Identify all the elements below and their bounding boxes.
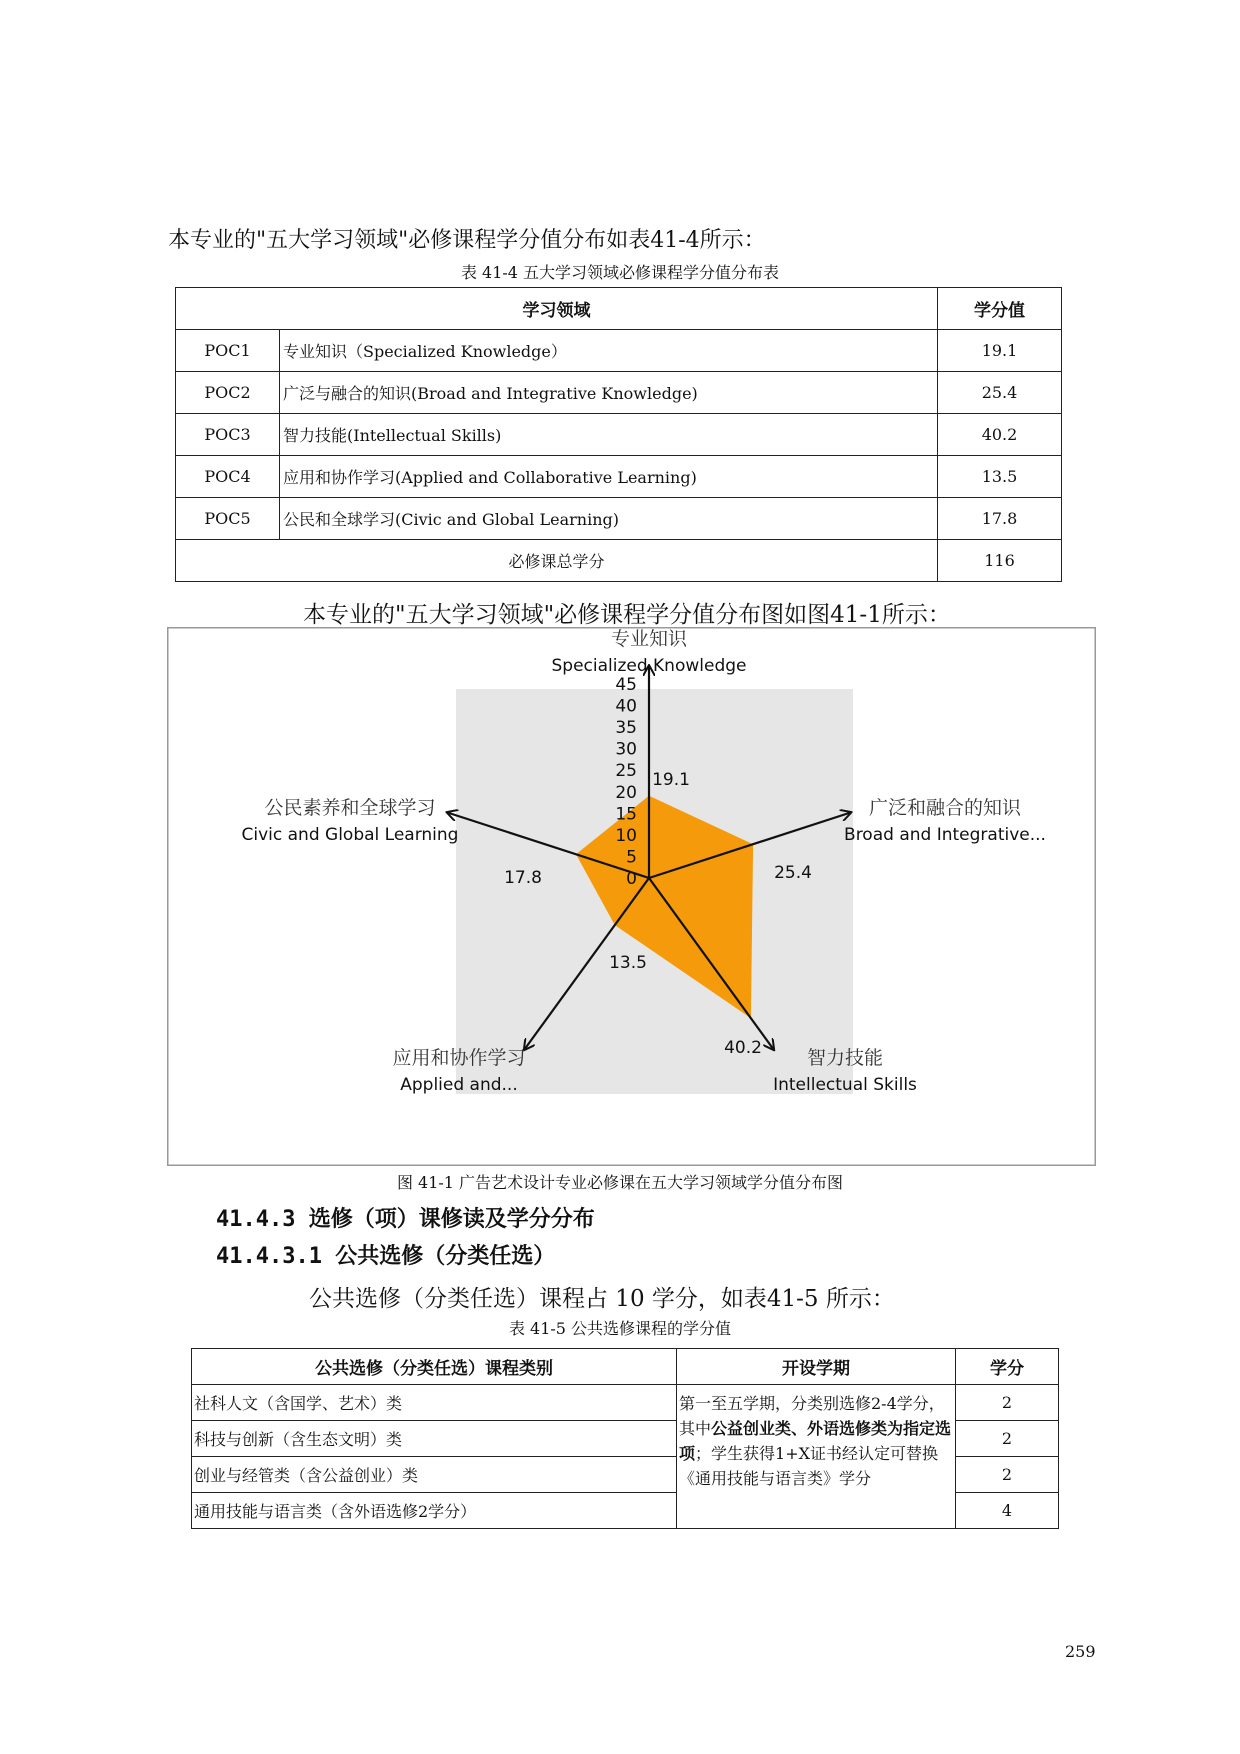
semester-text-bold: 公益创业类、外语选修类为指定选项	[679, 1419, 952, 1463]
row-domain: 广泛与融合的知识(Broad and Integrative Knowledge)	[280, 372, 938, 414]
value-label: 13.5	[609, 953, 647, 973]
row-credits: 17.8	[938, 498, 1062, 540]
tick-label: 5	[626, 847, 637, 868]
row-domain: 专业知识（Specialized Knowledge）	[280, 330, 938, 372]
value-label: 17.8	[504, 868, 542, 888]
semester-text-1: 第一至五学期，分类别选修2-4学分，其中	[679, 1394, 945, 1438]
row-domain: 应用和协作学习(Applied and Collaborative Learning)	[280, 456, 938, 498]
elective-credits-table	[191, 1348, 1059, 1529]
row-credits: 40.2	[938, 414, 1062, 456]
row-domain: 公民和全球学习(Civic and Global Learning)	[280, 498, 938, 540]
row-credits: 2	[956, 1421, 1059, 1457]
value-label: 25.4	[774, 863, 812, 883]
row-credits: 2	[956, 1457, 1059, 1493]
tick-label: 30	[615, 739, 637, 760]
axis-label-en: Specialized Knowledge	[551, 656, 747, 676]
axis-label-cn: 专业知识	[610, 628, 688, 650]
value-label: 19.1	[652, 770, 690, 790]
section-heading-2: 41.4.3.1 公共选修（分类任选）	[216, 1244, 556, 1269]
table1-caption: 表 41-4 五大学习领域必修课程学分值分布表	[460, 263, 780, 282]
table-row	[176, 498, 1062, 540]
table-row	[176, 330, 1062, 372]
table-row	[176, 414, 1062, 456]
table-row	[192, 1385, 1059, 1421]
row-domain: 智力技能(Intellectual Skills)	[280, 414, 938, 456]
axis-label-en: Applied and...	[400, 1075, 518, 1095]
axis-label-cn: 应用和协作学习	[392, 1047, 526, 1069]
intro-text-3: 公共选修（分类任选）课程占 10 学分，如表41-5 所示：	[309, 1286, 895, 1312]
row-category: 创业与经管类（含公益创业）类	[192, 1457, 677, 1493]
table-row	[176, 372, 1062, 414]
row-credits: 13.5	[938, 456, 1062, 498]
figure-caption: 图 41-1 广告艺术设计专业必修课在五大学习领域学分值分布图	[396, 1173, 844, 1192]
table-total-row	[176, 540, 1062, 582]
row-code: POC3	[176, 414, 280, 456]
row-credits: 25.4	[938, 372, 1062, 414]
tick-label: 20	[615, 782, 637, 803]
tick-label: 10	[615, 825, 637, 846]
total-credits: 116	[938, 540, 1062, 582]
row-credits: 2	[956, 1385, 1059, 1421]
tick-label: 45	[615, 675, 637, 695]
row-code: POC1	[176, 330, 280, 372]
tick-label: 15	[615, 804, 637, 825]
header-category: 公共选修（分类任选）课程类别	[192, 1349, 677, 1385]
header-semester: 开设学期	[677, 1349, 956, 1385]
row-code: POC5	[176, 498, 280, 540]
section-heading-1: 41.4.3 选修（项）课修读及学分分布	[216, 1207, 595, 1232]
row-category: 通用技能与语言类（含外语选修2学分）	[192, 1493, 677, 1529]
total-label: 必修课总学分	[176, 540, 938, 582]
row-credits: 19.1	[938, 330, 1062, 372]
tick-label: 0	[626, 869, 637, 889]
tick-label: 35	[615, 718, 637, 739]
row-category: 科技与创新（含生态文明）类	[192, 1421, 677, 1457]
tick-label: 25	[615, 761, 637, 782]
value-label: 40.2	[724, 1038, 762, 1058]
row-credits: 4	[956, 1493, 1059, 1529]
tick-label: 40	[615, 696, 637, 717]
radar-chart	[167, 627, 1096, 1166]
header-credits: 学分值	[938, 288, 1062, 330]
semester-text-2: ；学生获得1+X证书经认定可替换《通用技能与语言类》学分	[679, 1444, 938, 1488]
axis-label-cn: 广泛和融合的知识	[868, 797, 1022, 819]
axis-label-en: Broad and Integrative...	[844, 825, 1046, 845]
row-category: 社科人文（含国学、艺术）类	[192, 1385, 677, 1421]
header-credits: 学分	[956, 1349, 1059, 1385]
table-row	[176, 456, 1062, 498]
row-code: POC2	[176, 372, 280, 414]
axis-label-cn: 公民素养和全球学习	[264, 797, 436, 819]
header-domain: 学习领域	[176, 288, 938, 330]
page-number: 259	[1065, 1642, 1096, 1661]
axis-label-en: Intellectual Skills	[773, 1075, 917, 1095]
axis-label-cn: 智力技能	[806, 1047, 884, 1069]
intro-text-2: 本专业的"五大学习领域"必修课程学分值分布图如图41-1所示：	[303, 602, 951, 628]
table2-caption: 表 41-5 公共选修课程的学分值	[508, 1319, 732, 1338]
credit-distribution-table	[175, 287, 1062, 582]
intro-text-1: 本专业的"五大学习领域"必修课程学分值分布如表41-4所示：	[168, 228, 766, 253]
axis-label-en: Civic and Global Learning	[241, 825, 459, 845]
row-code: POC4	[176, 456, 280, 498]
semester-note	[677, 1385, 956, 1529]
